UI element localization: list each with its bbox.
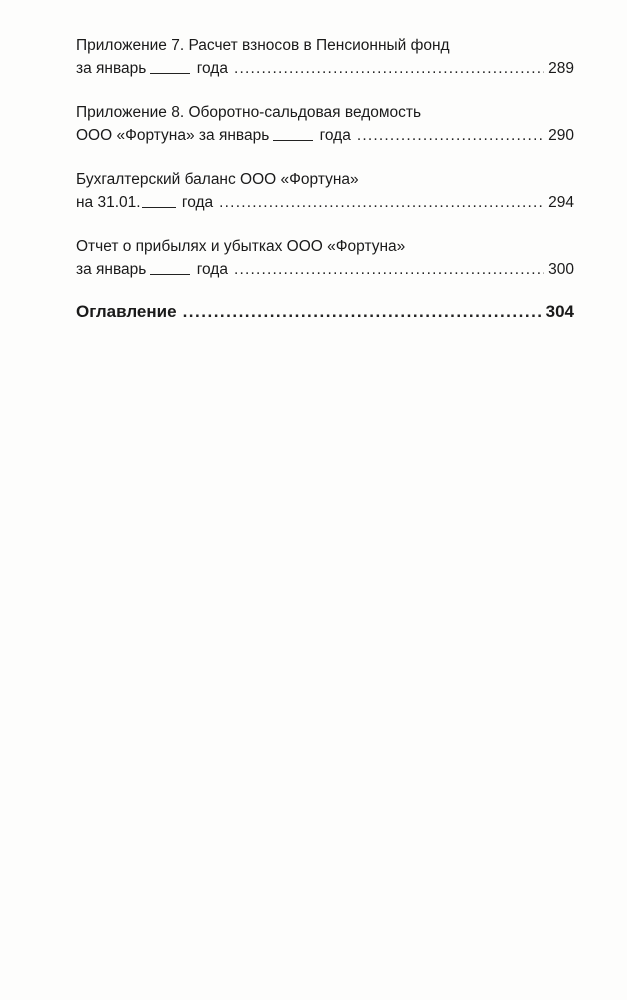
toc-entry-line: [76, 57, 574, 80]
toc-page-number: 300: [548, 261, 574, 278]
toc-entry-prefix: за январь: [76, 261, 147, 278]
toc-entry-prefix: на 31.01.: [76, 194, 141, 211]
toc-entry-label: [76, 57, 228, 80]
toc-entry-line: [76, 258, 574, 281]
toc-entry-contents[interactable]: [76, 302, 574, 322]
toc-entry-line: [76, 124, 574, 147]
toc-entry-prefix: ООО «Фортуна» за январь: [76, 127, 270, 144]
table-of-contents: [76, 34, 574, 322]
toc-entry-balance-sheet[interactable]: [76, 168, 574, 214]
fill-in-blank: [273, 140, 313, 141]
toc-page-number: 294: [548, 194, 574, 211]
toc-entry-title: Приложение 7. Расчет взносов в Пенсионный фонд: [76, 37, 450, 54]
toc-entry-appendix-7[interactable]: [76, 34, 574, 80]
toc-entry-appendix-8[interactable]: [76, 101, 574, 147]
leader-dots: [183, 302, 542, 322]
leader-dots: [357, 124, 544, 147]
toc-entry-title: Отчет о прибылях и убытках ООО «Фортуна»: [76, 238, 406, 255]
toc-entry-prefix: за январь: [76, 60, 147, 77]
toc-entry-suffix: года: [196, 60, 228, 77]
leader-dots: [234, 57, 544, 80]
toc-entry-line: [76, 191, 574, 214]
toc-entry-income-statement[interactable]: [76, 235, 574, 281]
toc-page-number: 290: [548, 127, 574, 144]
toc-entry-suffix: года: [319, 127, 351, 144]
fill-in-blank: [150, 274, 190, 275]
toc-entry-suffix: года: [196, 261, 228, 278]
leader-dots: [234, 258, 544, 281]
toc-entry-label: [76, 191, 213, 214]
toc-entry-label: [76, 258, 228, 281]
toc-entry-title: Бухгалтерский баланс ООО «Фортуна»: [76, 171, 359, 188]
toc-page-number: 304: [545, 302, 574, 321]
toc-page-number: 289: [548, 60, 574, 77]
toc-entry-label: [76, 124, 351, 147]
toc-entry-suffix: года: [181, 194, 214, 211]
leader-dots: [219, 191, 544, 214]
toc-entry-title: Приложение 8. Оборотно-сальдовая ведомость: [76, 104, 422, 121]
toc-entry-title: Оглавление: [76, 302, 177, 321]
fill-in-blank: [150, 73, 190, 74]
fill-in-blank: [142, 207, 176, 208]
